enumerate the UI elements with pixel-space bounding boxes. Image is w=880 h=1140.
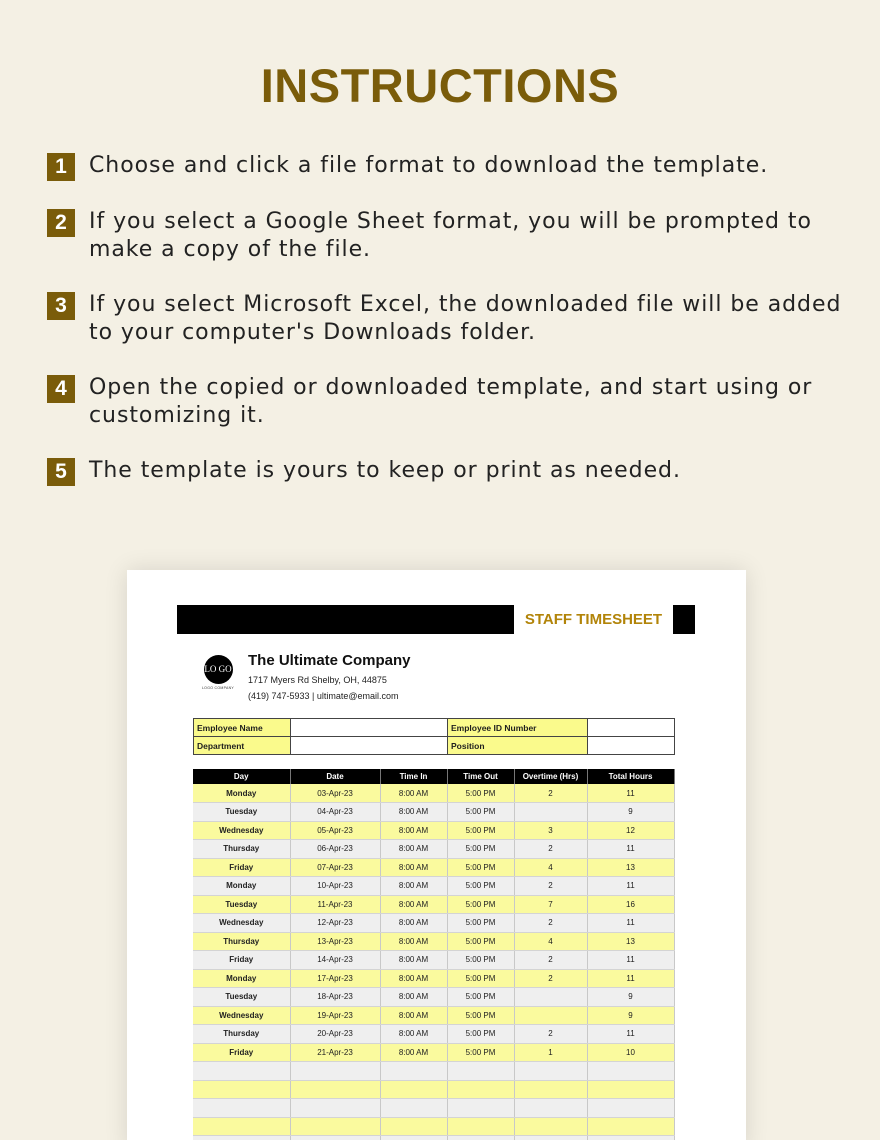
header-bar-left xyxy=(177,605,514,634)
day-cell: Tuesday xyxy=(193,988,290,1007)
column-header-date: Date xyxy=(290,769,380,784)
table-row xyxy=(193,932,674,951)
time-in-cell: 8:00 AM xyxy=(380,784,447,803)
step-text: Choose and click a file format to download the template. xyxy=(89,153,769,178)
time-out-cell: 5:00 PM xyxy=(447,969,514,988)
employee-info-table xyxy=(193,718,675,755)
time-out-cell: 5:00 PM xyxy=(447,951,514,970)
date-cell: 03-Apr-23 xyxy=(290,784,380,803)
overtime-cell: 2 xyxy=(514,784,587,803)
overtime-cell xyxy=(514,1136,587,1140)
time-out-cell: 5:00 PM xyxy=(447,784,514,803)
day-cell: Monday xyxy=(193,969,290,988)
table-row xyxy=(193,858,674,877)
total-hours-cell: 9 xyxy=(587,1006,674,1025)
time-out-cell: 5:00 PM xyxy=(447,821,514,840)
overtime-cell: 1 xyxy=(514,1043,587,1062)
total-hours-cell: 11 xyxy=(587,784,674,803)
step-number-badge: 2 xyxy=(47,209,75,237)
time-in-cell xyxy=(380,1117,447,1136)
company-name: The Ultimate Company xyxy=(248,652,411,669)
timesheet-title: STAFF TIMESHEET xyxy=(524,611,663,628)
overtime-cell: 4 xyxy=(514,932,587,951)
employee-id-field[interactable] xyxy=(588,719,675,737)
date-cell: 17-Apr-23 xyxy=(290,969,380,988)
table-row xyxy=(193,1099,674,1118)
date-cell xyxy=(290,1080,380,1099)
date-cell: 14-Apr-23 xyxy=(290,951,380,970)
table-row xyxy=(193,1117,674,1136)
step-text: The template is yours to keep or print as needed. xyxy=(89,458,681,483)
total-hours-cell: 11 xyxy=(587,914,674,933)
date-cell: 18-Apr-23 xyxy=(290,988,380,1007)
overtime-cell xyxy=(514,1006,587,1025)
time-in-cell: 8:00 AM xyxy=(380,877,447,896)
step-text: If you select a Google Sheet format, you will be prompted to make a copy of the file. xyxy=(89,209,812,262)
department-label: Department xyxy=(194,737,291,755)
table-row xyxy=(193,914,674,933)
date-cell: 21-Apr-23 xyxy=(290,1043,380,1062)
date-cell: 20-Apr-23 xyxy=(290,1025,380,1044)
step-number-badge: 4 xyxy=(47,375,75,403)
department-field[interactable] xyxy=(291,737,448,755)
time-in-cell: 8:00 AM xyxy=(380,858,447,877)
total-hours-cell: 12 xyxy=(587,821,674,840)
step-number-badge: 1 xyxy=(47,153,75,181)
date-cell: 07-Apr-23 xyxy=(290,858,380,877)
time-out-cell xyxy=(447,1099,514,1118)
time-in-cell: 8:00 AM xyxy=(380,1043,447,1062)
day-cell xyxy=(193,1099,290,1118)
time-in-cell: 8:00 AM xyxy=(380,1025,447,1044)
day-cell: Thursday xyxy=(193,1025,290,1044)
time-out-cell: 5:00 PM xyxy=(447,895,514,914)
date-cell: 05-Apr-23 xyxy=(290,821,380,840)
total-hours-cell: 10 xyxy=(587,1043,674,1062)
day-cell: Thursday xyxy=(193,840,290,859)
company-logo xyxy=(200,655,236,690)
overtime-cell: 2 xyxy=(514,1025,587,1044)
time-in-cell xyxy=(380,1080,447,1099)
table-row xyxy=(193,1136,674,1140)
time-in-cell: 8:00 AM xyxy=(380,914,447,933)
timesheet-header-row xyxy=(193,769,674,784)
overtime-cell xyxy=(514,1117,587,1136)
time-out-cell: 5:00 PM xyxy=(447,1006,514,1025)
instruction-step xyxy=(47,152,847,181)
total-hours-cell xyxy=(587,1136,674,1140)
time-out-cell: 5:00 PM xyxy=(447,840,514,859)
table-row xyxy=(193,1080,674,1099)
time-out-cell: 5:00 PM xyxy=(447,1025,514,1044)
day-cell: Wednesday xyxy=(193,1006,290,1025)
position-field[interactable] xyxy=(588,737,675,755)
time-in-cell: 8:00 AM xyxy=(380,951,447,970)
total-hours-cell: 13 xyxy=(587,932,674,951)
time-out-cell xyxy=(447,1117,514,1136)
date-cell: 12-Apr-23 xyxy=(290,914,380,933)
overtime-cell: 2 xyxy=(514,969,587,988)
time-in-cell: 8:00 AM xyxy=(380,803,447,822)
time-in-cell: 8:00 AM xyxy=(380,1006,447,1025)
instruction-step xyxy=(47,374,847,430)
logo-mark: LO GO xyxy=(204,655,233,684)
timesheet-table xyxy=(193,769,675,1140)
column-header-day: Day xyxy=(193,769,290,784)
date-cell: 11-Apr-23 xyxy=(290,895,380,914)
step-text: If you select Microsoft Excel, the downloaded file will be added to your computer's Downloads folder. xyxy=(89,292,842,345)
employee-name-label: Employee Name xyxy=(194,719,291,737)
date-cell xyxy=(290,1117,380,1136)
overtime-cell xyxy=(514,1062,587,1081)
time-in-cell xyxy=(380,1062,447,1081)
instruction-step xyxy=(47,457,847,486)
instruction-step xyxy=(47,208,847,264)
employee-id-label: Employee ID Number xyxy=(448,719,588,737)
overtime-cell xyxy=(514,988,587,1007)
day-cell: Monday xyxy=(193,784,290,803)
table-row xyxy=(193,988,674,1007)
date-cell: 10-Apr-23 xyxy=(290,877,380,896)
time-out-cell: 5:00 PM xyxy=(447,932,514,951)
day-cell: Tuesday xyxy=(193,895,290,914)
employee-name-field[interactable] xyxy=(291,719,448,737)
time-out-cell: 5:00 PM xyxy=(447,877,514,896)
total-hours-cell: 11 xyxy=(587,840,674,859)
day-cell: Wednesday xyxy=(193,821,290,840)
table-row xyxy=(193,1043,674,1062)
column-header-time-out: Time Out xyxy=(447,769,514,784)
total-hours-cell: 16 xyxy=(587,895,674,914)
total-hours-cell: 11 xyxy=(587,877,674,896)
position-label: Position xyxy=(448,737,588,755)
table-row xyxy=(193,1062,674,1081)
date-cell: 06-Apr-23 xyxy=(290,840,380,859)
day-cell: Friday xyxy=(193,858,290,877)
column-header-total-hours: Total Hours xyxy=(587,769,674,784)
date-cell: 04-Apr-23 xyxy=(290,803,380,822)
step-text: Open the copied or downloaded template, and start using or customizing it. xyxy=(89,375,813,428)
time-out-cell xyxy=(447,1062,514,1081)
total-hours-cell xyxy=(587,1099,674,1118)
total-hours-cell: 11 xyxy=(587,951,674,970)
overtime-cell xyxy=(514,803,587,822)
day-cell xyxy=(193,1117,290,1136)
day-cell xyxy=(193,1062,290,1081)
column-header-time-in: Time In xyxy=(380,769,447,784)
time-out-cell xyxy=(447,1080,514,1099)
time-out-cell: 5:00 PM xyxy=(447,803,514,822)
time-in-cell xyxy=(380,1136,447,1140)
table-row xyxy=(193,821,674,840)
table-row xyxy=(193,969,674,988)
overtime-cell: 4 xyxy=(514,858,587,877)
overtime-cell: 2 xyxy=(514,951,587,970)
table-row xyxy=(193,1006,674,1025)
company-contact: (419) 747-5933 | ultimate@email.com xyxy=(248,691,399,701)
instruction-list xyxy=(47,152,847,513)
total-hours-cell: 9 xyxy=(587,988,674,1007)
timesheet-preview xyxy=(127,570,746,1140)
date-cell: 13-Apr-23 xyxy=(290,932,380,951)
day-cell: Wednesday xyxy=(193,914,290,933)
total-hours-cell: 13 xyxy=(587,858,674,877)
overtime-cell: 2 xyxy=(514,877,587,896)
table-row xyxy=(193,784,674,803)
time-out-cell xyxy=(447,1136,514,1140)
date-cell xyxy=(290,1062,380,1081)
table-row xyxy=(193,1025,674,1044)
day-cell: Friday xyxy=(193,951,290,970)
table-row xyxy=(193,803,674,822)
day-cell: Tuesday xyxy=(193,803,290,822)
total-hours-cell: 11 xyxy=(587,1025,674,1044)
table-row xyxy=(193,840,674,859)
overtime-cell xyxy=(514,1099,587,1118)
overtime-cell: 3 xyxy=(514,821,587,840)
page-title: INSTRUCTIONS xyxy=(260,59,620,112)
time-out-cell: 5:00 PM xyxy=(447,1043,514,1062)
table-row xyxy=(193,895,674,914)
instruction-step xyxy=(47,291,847,347)
day-cell: Friday xyxy=(193,1043,290,1062)
time-in-cell: 8:00 AM xyxy=(380,840,447,859)
table-row xyxy=(193,877,674,896)
time-out-cell: 5:00 PM xyxy=(447,914,514,933)
total-hours-cell: 9 xyxy=(587,803,674,822)
time-in-cell xyxy=(380,1099,447,1118)
header-bar-right xyxy=(673,605,695,634)
time-in-cell: 8:00 AM xyxy=(380,932,447,951)
total-hours-cell xyxy=(587,1117,674,1136)
time-in-cell: 8:00 AM xyxy=(380,969,447,988)
step-number-badge: 5 xyxy=(47,458,75,486)
time-out-cell: 5:00 PM xyxy=(447,858,514,877)
overtime-cell: 7 xyxy=(514,895,587,914)
overtime-cell xyxy=(514,1080,587,1099)
date-cell xyxy=(290,1099,380,1118)
total-hours-cell xyxy=(587,1062,674,1081)
overtime-cell: 2 xyxy=(514,840,587,859)
total-hours-cell: 11 xyxy=(587,969,674,988)
day-cell: Monday xyxy=(193,877,290,896)
logo-subtitle: LOGO COMPANY xyxy=(201,686,235,690)
time-in-cell: 8:00 AM xyxy=(380,821,447,840)
company-address: 1717 Myers Rd Shelby, OH, 44875 xyxy=(248,675,387,685)
step-number-badge: 3 xyxy=(47,292,75,320)
date-cell: 19-Apr-23 xyxy=(290,1006,380,1025)
day-cell: Thursday xyxy=(193,932,290,951)
time-out-cell: 5:00 PM xyxy=(447,988,514,1007)
time-in-cell: 8:00 AM xyxy=(380,988,447,1007)
column-header-overtime: Overtime (Hrs) xyxy=(514,769,587,784)
day-cell xyxy=(193,1136,290,1140)
total-hours-cell xyxy=(587,1080,674,1099)
time-in-cell: 8:00 AM xyxy=(380,895,447,914)
date-cell xyxy=(290,1136,380,1140)
overtime-cell: 2 xyxy=(514,914,587,933)
day-cell xyxy=(193,1080,290,1099)
table-row xyxy=(193,951,674,970)
